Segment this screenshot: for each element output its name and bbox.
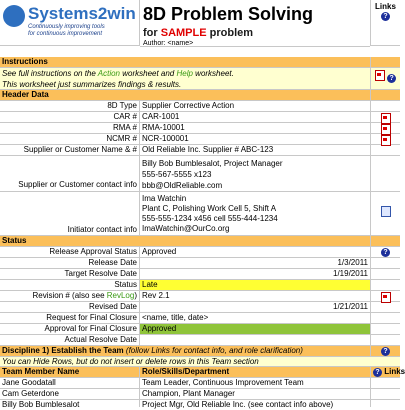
links-cell bbox=[370, 123, 400, 133]
status-row-actual-resolve bbox=[0, 335, 400, 346]
initiator-contact-label: Initiator contact info bbox=[0, 192, 140, 235]
team-member-name[interactable]: Cam Geterdone bbox=[0, 389, 140, 399]
links-cell bbox=[370, 258, 400, 268]
status-value[interactable]: Rev 2.1 bbox=[142, 291, 170, 300]
logo-tagline-2: for continuous improvement bbox=[28, 31, 103, 37]
subtitle-for: for bbox=[143, 27, 158, 39]
instructions-header-row bbox=[0, 57, 400, 68]
status-links-cell bbox=[370, 236, 400, 246]
revlog-link[interactable]: RevLog bbox=[106, 291, 135, 300]
status-label: Revised Date bbox=[0, 302, 140, 312]
header-value[interactable]: CAR-1001 bbox=[142, 112, 180, 121]
discipline-hint: You can Hide Rows, but do not insert or delete rows in this Team section bbox=[2, 357, 259, 366]
header-row-rma bbox=[0, 123, 400, 134]
instructions-text bbox=[0, 68, 370, 89]
header-label: 8D Type bbox=[0, 101, 140, 111]
status-label: Status bbox=[0, 280, 140, 290]
logo-name: Systems2win bbox=[28, 4, 136, 23]
subtitle-problem: problem bbox=[209, 27, 254, 39]
subtitle bbox=[143, 27, 253, 39]
status-header: Status bbox=[2, 236, 27, 245]
discipline-header bbox=[0, 346, 370, 356]
instructions-text-b: worksheet and bbox=[120, 69, 177, 78]
help-icon[interactable]: ? bbox=[381, 347, 390, 356]
header-value[interactable]: Supplier Corrective Action bbox=[142, 101, 235, 110]
header-row-car bbox=[0, 112, 400, 123]
status-value[interactable]: Late bbox=[140, 280, 370, 290]
header-label: Supplier or Customer Name & # bbox=[0, 145, 140, 155]
status-label: Actual Resolve Date bbox=[0, 335, 140, 345]
status-row-approval-closure bbox=[0, 324, 400, 335]
header-value[interactable]: RMA-10001 bbox=[142, 123, 185, 132]
supplier-contact-label: Supplier or Customer contact info bbox=[0, 156, 140, 191]
links-cell bbox=[370, 302, 400, 312]
links-cell bbox=[370, 269, 400, 279]
header-value[interactable]: NCR-100001 bbox=[142, 134, 189, 143]
links-cell bbox=[370, 335, 400, 345]
initiator-contact-row bbox=[0, 192, 400, 236]
status-header-row bbox=[0, 236, 400, 247]
supplier-contact-row bbox=[0, 156, 400, 192]
status-row-release-date bbox=[0, 258, 400, 269]
header-row-ncmr bbox=[0, 134, 400, 145]
title-block bbox=[140, 0, 370, 47]
team-member-row bbox=[0, 400, 400, 407]
links-cell bbox=[370, 156, 400, 191]
team-member-name[interactable]: Jane Goodatall bbox=[0, 378, 140, 388]
team-name-column-header: Team Member Name bbox=[0, 367, 140, 377]
team-member-row bbox=[0, 389, 400, 400]
discipline-title: Discipline 1) Establish the Team bbox=[2, 346, 124, 355]
team-member-row bbox=[0, 378, 400, 389]
instructions-text-a: See full instructions on the bbox=[2, 69, 98, 78]
initiator-contact-value[interactable] bbox=[140, 192, 370, 235]
contact-line: Billy Bob Bumblesalot, Project Manager bbox=[142, 159, 283, 168]
logo-mark bbox=[3, 5, 25, 27]
status-row-revision bbox=[0, 291, 400, 302]
status-value[interactable]: 1/21/2011 bbox=[333, 302, 368, 311]
header-label: RMA # bbox=[0, 123, 140, 133]
header-row-supplier bbox=[0, 145, 400, 156]
help-icon[interactable]: ? bbox=[373, 368, 382, 377]
status-value[interactable]: 1/3/2011 bbox=[337, 258, 368, 267]
links-cell bbox=[370, 324, 400, 334]
header-value[interactable]: Old Reliable Inc. Supplier # ABC-123 bbox=[142, 145, 274, 154]
links-header-cell bbox=[370, 0, 400, 46]
pdf-icon[interactable] bbox=[375, 70, 385, 81]
instructions-links-cell bbox=[370, 68, 400, 89]
links-cell bbox=[370, 346, 400, 356]
contact-line: bbb@OldReliable.com bbox=[142, 181, 223, 190]
author: Author: <name> bbox=[143, 40, 194, 47]
team-member-name[interactable]: Billy Bob Bumblesalot bbox=[0, 400, 140, 407]
team-member-role[interactable]: Project Mgr, Old Reliable Inc. (see contact info above) bbox=[142, 400, 334, 409]
status-label: Target Resolve Date bbox=[0, 269, 140, 279]
initiator-line: Plant C, Polishing Work Cell 5, Shift A bbox=[142, 204, 277, 213]
links-cell bbox=[370, 313, 400, 323]
document-icon[interactable] bbox=[381, 206, 391, 217]
status-label: Release Date bbox=[0, 258, 140, 268]
team-member-role[interactable]: Team Leader, Continuous Improvement Team bbox=[142, 378, 304, 387]
help-link[interactable]: Help bbox=[176, 69, 193, 78]
status-value[interactable]: Approved bbox=[140, 324, 370, 334]
supplier-contact-value[interactable] bbox=[140, 156, 370, 191]
status-row-target-resolve bbox=[0, 269, 400, 280]
status-row-request-closure bbox=[0, 313, 400, 324]
help-icon[interactable]: ? bbox=[381, 248, 390, 257]
header-data-links-cell bbox=[370, 90, 400, 100]
status-value[interactable]: Approved bbox=[142, 247, 177, 256]
status-value[interactable]: <name, title, date> bbox=[142, 313, 209, 322]
header-data-header-row bbox=[0, 90, 400, 101]
instructions-links-cell bbox=[370, 57, 400, 67]
status-row-revised-date bbox=[0, 302, 400, 313]
links-cell bbox=[370, 145, 400, 155]
subtitle-sample: SAMPLE bbox=[160, 27, 207, 39]
discipline-header-row bbox=[0, 346, 400, 357]
team-member-role[interactable]: Champion, Plant Manager bbox=[142, 389, 235, 398]
help-icon[interactable]: ? bbox=[381, 12, 390, 21]
links-cell bbox=[370, 134, 400, 144]
page-title: 8D Problem Solving bbox=[143, 4, 314, 24]
status-label: Approval for Final Closure bbox=[0, 324, 140, 334]
instructions-text-c: worksheet. bbox=[192, 69, 234, 78]
action-link[interactable]: Action bbox=[97, 69, 120, 78]
instructions-row bbox=[0, 68, 400, 90]
links-cell bbox=[370, 247, 400, 257]
header-data-header: Header Data bbox=[2, 90, 49, 99]
header-row-8d-type bbox=[0, 101, 400, 112]
logo bbox=[0, 0, 140, 46]
links-cell: ? Links bbox=[370, 367, 400, 377]
links-cell bbox=[370, 192, 400, 235]
links-cell bbox=[370, 400, 400, 407]
team-role-column-header: Role/Skills/Department bbox=[142, 367, 230, 376]
links-header: Links bbox=[375, 2, 396, 11]
header-label: NCMR # bbox=[0, 134, 140, 144]
links-cell bbox=[370, 280, 400, 290]
status-value[interactable]: 1/19/2011 bbox=[333, 269, 368, 278]
status-row-release-approval bbox=[0, 247, 400, 258]
logo-tagline-1: Continuously improving tools bbox=[28, 24, 105, 30]
status-label bbox=[0, 291, 140, 301]
discipline-hint-row bbox=[0, 357, 400, 367]
status-label: Release Approval Status bbox=[0, 247, 140, 257]
links-cell bbox=[370, 389, 400, 399]
status-label: Request for Final Closure bbox=[0, 313, 140, 323]
links-cell bbox=[370, 112, 400, 122]
links-cell bbox=[370, 101, 400, 111]
contact-line: 555-567-5555 x123 bbox=[142, 170, 212, 179]
revision-label: Revision # (also see bbox=[32, 291, 107, 300]
revision-label-end: ) bbox=[134, 291, 137, 300]
status-row-status bbox=[0, 280, 400, 291]
links-cell bbox=[370, 291, 400, 301]
discipline-note: (follow Links for contact info, and role clarification) bbox=[125, 346, 303, 355]
instructions-header: Instructions bbox=[2, 57, 48, 66]
links-cell bbox=[370, 378, 400, 388]
initiator-line: ImaWatchin@OurCo.org bbox=[142, 224, 230, 233]
instructions-line-2: This worksheet just summarizes findings & results. bbox=[2, 80, 182, 89]
help-icon[interactable]: ? bbox=[387, 74, 396, 83]
header-label: CAR # bbox=[0, 112, 140, 122]
team-column-header-row bbox=[0, 367, 405, 378]
status-value[interactable] bbox=[140, 335, 370, 345]
initiator-line: 555-555-1234 x456 cell 555-444-1234 bbox=[142, 214, 278, 223]
initiator-line: Ima Watchin bbox=[142, 194, 187, 203]
